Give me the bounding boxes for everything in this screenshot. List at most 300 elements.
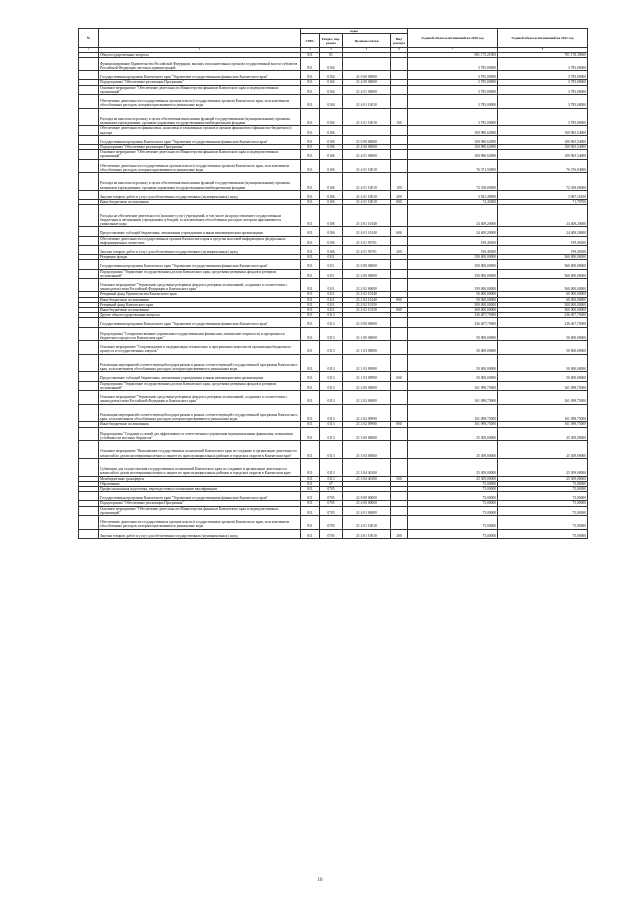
row-amount-2021-cell: 76 376,94000 (498, 159, 588, 173)
row-name-cell: Основное мероприятие "Управление средствами резервных фондов и резервом ассигнований, созданных в соответствии с законодательством Российской Федерации и Камчатского края" (99, 278, 301, 292)
row-name-cell: Подпрограмма "Обеспечение реализации Программы" (99, 80, 301, 85)
row-target-article-cell: 21 2 02 00000 (343, 278, 391, 292)
row-amount-2020-cell: 50 000,00000 (408, 327, 498, 341)
row-number-cell (79, 372, 99, 381)
index-cell: 8 (498, 48, 588, 53)
row-expense-type-cell (391, 135, 408, 144)
row-section-cell: 0104 (320, 80, 343, 85)
row-grbs-cell: 811 (301, 159, 320, 173)
row-expense-type-cell (391, 236, 408, 245)
table-row (79, 391, 588, 405)
row-number-cell (79, 341, 99, 355)
row-target-article-cell: 21 2 02 10150 (343, 302, 391, 307)
row-grbs-cell: 811 (301, 341, 320, 355)
row-name-cell: Закупка товаров, работ и услуг для обеспечения государственных (муниципальных) нужд (99, 190, 301, 199)
row-amount-2020-cell: 75,00000 (408, 481, 498, 486)
row-name-cell: Обеспечение деятельности государственных органов власти (государственных органов) Камчатского края, за исключением обособленных расходов, которым присваиваются уникальные коды (99, 95, 301, 109)
row-grbs-cell: 811 (301, 308, 320, 313)
row-expense-type-cell (391, 391, 408, 405)
row-amount-2021-cell: 3 785,00000 (498, 108, 588, 126)
row-section-cell: 0106 (320, 205, 343, 227)
row-target-article-cell: 21 1 03 09990 (343, 372, 391, 381)
table-row (79, 260, 588, 269)
row-amount-2020-cell: 50 000,00000 (408, 354, 498, 372)
row-target-article-cell: 21 4 01 10010 (343, 173, 391, 191)
row-amount-2020-cell: 75,00000 (408, 516, 498, 530)
row-target-article-cell: 21 0 00 00000 (343, 492, 391, 501)
row-expense-type-cell (391, 381, 408, 390)
row-target-article-cell: 21 2 02 10140 (343, 297, 391, 302)
row-section-cell: 0113 (320, 391, 343, 405)
row-amount-2020-cell: 100 980,62900 (408, 144, 498, 149)
row-amount-2020-cell: 161 098,75000 (408, 381, 498, 390)
row-section-cell: 0106 (320, 159, 343, 173)
row-name-cell: Государственная программа Камчатского края "Управление государственными финансами Камчатского края" (99, 135, 301, 144)
row-amount-2020-cell: 161 098,75000 (408, 391, 498, 405)
row-amount-2021-cell: 161 098,75000 (498, 381, 588, 390)
row-target-article-cell: 21 2 02 10140 (343, 292, 391, 297)
row-target-article-cell: 21 4 01 93701 (343, 236, 391, 245)
row-target-article-cell: 21 4 01 10010 (343, 200, 391, 205)
row-name-cell: Государственная программа Камчатского края "Управление государственными финансами Камчатского края" (99, 71, 301, 80)
row-expense-type-cell (391, 458, 408, 476)
row-grbs-cell: 811 (301, 481, 320, 486)
row-section-cell: 0106 (320, 126, 343, 135)
table-row (79, 159, 588, 173)
row-target-article-cell: 21 0 00 00000 (343, 260, 391, 269)
row-amount-2020-cell: 25 309,00000 (408, 458, 498, 476)
table-row (79, 205, 588, 227)
table-row (79, 381, 588, 390)
row-target-article-cell: 21 1 00 00000 (343, 327, 391, 341)
row-grbs-cell: 811 (301, 297, 320, 302)
row-section-cell: 07 (320, 481, 343, 486)
row-grbs-cell: 811 (301, 126, 320, 135)
row-section-cell: 0111 (320, 308, 343, 313)
row-section-cell: 0106 (320, 173, 343, 191)
row-amount-2021-cell: 75,00000 (498, 492, 588, 501)
table-row (79, 278, 588, 292)
row-target-article-cell: 21 3 00 00000 (343, 427, 391, 441)
row-target-article-cell: 21 4 01 10010 (343, 516, 391, 530)
row-amount-2021-cell: 75,00000 (498, 487, 588, 492)
row-section-cell: 0104 (320, 57, 343, 71)
row-amount-2020-cell: 50 000,00000 (408, 341, 498, 355)
row-amount-2021-cell: 360 000,00000 (498, 278, 588, 292)
row-grbs-cell: 811 (301, 391, 320, 405)
table-row (79, 506, 588, 515)
row-name-cell: Подпрограмма "Обеспечение реализации Программы" (99, 144, 301, 149)
row-number-cell (79, 126, 99, 135)
row-expense-type-cell (391, 404, 408, 422)
row-grbs-cell: 811 (301, 205, 320, 227)
row-amount-2021-cell: 236 407,75000 (498, 318, 588, 327)
row-amount-2021-cell: 25 309,00000 (498, 427, 588, 441)
row-section-cell: 0113 (320, 441, 343, 459)
row-amount-2020-cell: 3 785,00000 (408, 71, 498, 80)
row-number-cell (79, 391, 99, 405)
row-grbs-cell: 811 (301, 487, 320, 492)
row-expense-type-cell (391, 427, 408, 441)
table-row (79, 71, 588, 80)
row-amount-2021-cell: 60 000,00000 (498, 292, 588, 297)
index-cell: 4 (320, 48, 343, 53)
row-amount-2021-cell: 75,00000 (498, 529, 588, 538)
row-amount-2020-cell: 3 941,49900 (408, 190, 498, 199)
row-section-cell: 0111 (320, 292, 343, 297)
row-target-article-cell: 21 2 02 10150 (343, 308, 391, 313)
row-amount-2020-cell: 691 175,21900 (408, 52, 498, 57)
row-section-cell: 0113 (320, 341, 343, 355)
row-amount-2021-cell: 71,78700 (498, 200, 588, 205)
table-row (79, 441, 588, 459)
table-row (79, 269, 588, 278)
row-amount-2020-cell: 75,00000 (408, 529, 498, 538)
row-amount-2021-cell: 50 000,00000 (498, 327, 588, 341)
row-target-article-cell: 21 3 04 40100 (343, 458, 391, 476)
row-expense-type-cell (391, 441, 408, 459)
row-section-cell: 01 (320, 52, 343, 57)
table-row (79, 85, 588, 94)
row-expense-type-cell (391, 506, 408, 515)
row-number-cell (79, 506, 99, 515)
row-amount-2020-cell: 350 000,00000 (408, 278, 498, 292)
row-name-cell: Иные бюджетные ассигнования (99, 297, 301, 302)
row-section-cell: 0705 (320, 516, 343, 530)
row-expense-type-cell: 800 (391, 200, 408, 205)
index-cell: 5 (343, 48, 391, 53)
table-row (79, 354, 588, 372)
row-section-cell: 0113 (320, 381, 343, 390)
row-number-cell (79, 245, 99, 254)
row-grbs-cell: 811 (301, 85, 320, 94)
row-amount-2020-cell: 100 980,62900 (408, 135, 498, 144)
row-section-cell: 0104 (320, 85, 343, 94)
row-name-cell: Подпрограмма "Создание условий для эффективного и ответственного управления муниципальными финансами, повышения устойчивости местных бюджетов" (99, 427, 301, 441)
row-target-article-cell: 21 3 04 40100 (343, 476, 391, 481)
row-amount-2021-cell: 236 407,75000 (498, 313, 588, 318)
row-name-cell: Расходы на выплаты персоналу в целях обеспечения выполнения функций государственными (муниципальными) органами, казенными учреждениями, органами управления государственными внебюджетными фондами (99, 173, 301, 191)
row-name-cell: Государственная программа Камчатского края "Управление государственными финансами Камчатского края" (99, 318, 301, 327)
row-amount-2020-cell: 161 098,75000 (408, 404, 498, 422)
row-section-cell: 0106 (320, 236, 343, 245)
row-amount-2021-cell: 3 785,00000 (498, 85, 588, 94)
table-row (79, 190, 588, 199)
row-section-cell: 0705 (320, 492, 343, 501)
row-section-cell: 0705 (320, 487, 343, 492)
row-name-cell: Основное мероприятие "Обеспечение деятельности Министерства финансов Камчатского края и подведомственных организаций" (99, 85, 301, 94)
row-target-article-cell: 21 4 01 10010 (343, 108, 391, 126)
row-target-article-cell: 21 2 02 09990 (343, 404, 391, 422)
table-row (79, 173, 588, 191)
row-section-cell: 0113 (320, 422, 343, 427)
row-expense-type-cell (391, 492, 408, 501)
header-codes: коды (301, 29, 408, 34)
index-cell: 2 (99, 48, 301, 53)
row-target-article-cell: 21 0 00 00000 (343, 318, 391, 327)
row-expense-type-cell: 200 (391, 245, 408, 254)
row-amount-2021-cell: 24 409,20000 (498, 227, 588, 236)
row-amount-2021-cell: 100 965,54000 (498, 144, 588, 149)
row-name-cell: Образование (99, 481, 301, 486)
row-amount-2021-cell: 50 000,00000 (498, 354, 588, 372)
row-number-cell (79, 71, 99, 80)
row-section-cell: 0111 (320, 278, 343, 292)
row-grbs-cell: 811 (301, 381, 320, 390)
row-number-cell (79, 516, 99, 530)
row-amount-2020-cell: 25 309,00000 (408, 427, 498, 441)
row-grbs-cell: 811 (301, 327, 320, 341)
row-amount-2020-cell: 72,43000 (408, 200, 498, 205)
index-cell: 6 (391, 48, 408, 53)
row-grbs-cell: 811 (301, 441, 320, 459)
row-target-article-cell: 21 3 04 00000 (343, 441, 391, 459)
row-section-cell: 0113 (320, 318, 343, 327)
row-grbs-cell: 811 (301, 236, 320, 245)
row-section-cell: 0113 (320, 372, 343, 381)
row-name-cell: Обеспечение деятельности государственных органов Камчатского края и средства массовой информации и федеральных информационных агентствах (99, 236, 301, 245)
row-number-cell (79, 108, 99, 126)
row-number-cell (79, 227, 99, 236)
table-row (79, 327, 588, 341)
row-grbs-cell: 811 (301, 313, 320, 318)
row-amount-2021-cell: 3 785,00000 (498, 57, 588, 71)
row-name-cell: Расходы на выплаты персоналу в целях обеспечения выполнения функций государственными (муниципальными) органами, казенными учреждениями, органами управления государственными внебюджетными фондами (99, 108, 301, 126)
row-number-cell (79, 278, 99, 292)
row-amount-2021-cell: 360 000,00000 (498, 255, 588, 260)
row-expense-type-cell (391, 516, 408, 530)
table-row (79, 404, 588, 422)
row-number-cell (79, 190, 99, 199)
row-number-cell (79, 404, 99, 422)
index-cell: 3 (301, 48, 320, 53)
row-section-cell: 0106 (320, 150, 343, 159)
row-amount-2021-cell: 3 967,16100 (498, 190, 588, 199)
row-name-cell: Профессиональная подготовка, переподготовка и повышение квалификации (99, 487, 301, 492)
row-name-cell: Закупка товаров, работ и услуг для обеспечения государственных (муниципальных) нужд (99, 245, 301, 254)
table-row (79, 236, 588, 245)
row-number-cell (79, 441, 99, 459)
row-target-article-cell: 21 4 00 00000 (343, 501, 391, 506)
row-section-cell: 0104 (320, 108, 343, 126)
row-name-cell: Межбюджетные трансферты (99, 476, 301, 481)
row-amount-2020-cell: 300 000,00000 (408, 308, 498, 313)
row-grbs-cell: 811 (301, 476, 320, 481)
row-target-article-cell: 21 4 01 93701 (343, 245, 391, 254)
row-amount-2020-cell: 24 409,20000 (408, 205, 498, 227)
row-grbs-cell: 811 (301, 200, 320, 205)
row-name-cell: Субвенции для осуществления государственных полномочий Камчатского края по созданию и организации деятельности комиссий по делам несовершеннолетних и защите их прав муниципальных районов и городских округов в Камчатском крае (99, 458, 301, 476)
row-name-cell: Функционирование Правительства Российской Федерации, высших исполнительных органов государственной власти субъектов Российской Федерации, местных администраций (99, 57, 301, 71)
row-section-cell: 0113 (320, 458, 343, 476)
row-name-cell: Общегосударственные вопросы (99, 52, 301, 57)
row-amount-2021-cell: 24 409,20000 (498, 205, 588, 227)
row-amount-2021-cell: 25 309,00000 (498, 441, 588, 459)
row-grbs-cell: 811 (301, 269, 320, 278)
table-row (79, 95, 588, 109)
row-amount-2021-cell: 100 965,54000 (498, 150, 588, 159)
row-amount-2020-cell: 300 000,00000 (408, 302, 498, 307)
row-expense-type-cell (391, 71, 408, 80)
row-amount-2020-cell: 100 980,62900 (408, 150, 498, 159)
row-target-article-cell: 21 4 00 00000 (343, 80, 391, 85)
row-amount-2020-cell: 350 000,00000 (408, 260, 498, 269)
row-number-cell (79, 150, 99, 159)
table-row (79, 458, 588, 476)
table-row (79, 245, 588, 254)
row-number-cell (79, 354, 99, 372)
row-number-cell (79, 427, 99, 441)
row-section-cell: 0111 (320, 302, 343, 307)
row-expense-type-cell (391, 57, 408, 71)
header-year-2020: Годовой объем ассигнований на 2020 год (408, 29, 498, 48)
row-section-cell: 0111 (320, 260, 343, 269)
row-section-cell: 0705 (320, 506, 343, 515)
row-expense-type-cell: 600 (391, 227, 408, 236)
row-expense-type-cell (391, 95, 408, 109)
row-expense-type-cell: 800 (391, 422, 408, 427)
row-number-cell (79, 327, 99, 341)
row-amount-2020-cell: 50 000,00000 (408, 292, 498, 297)
row-target-article-cell: 21 0 00 00000 (343, 71, 391, 80)
row-amount-2021-cell: 50 000,00000 (498, 341, 588, 355)
row-amount-2020-cell: 3 785,00000 (408, 85, 498, 94)
row-expense-type-cell (391, 205, 408, 227)
row-name-cell: Закупка товаров, работ и услуг для обеспечения государственных (муниципальных) нужд (99, 529, 301, 538)
row-expense-type-cell (391, 260, 408, 269)
row-target-article-cell: 21 4 00 00000 (343, 144, 391, 149)
row-expense-type-cell (391, 85, 408, 94)
row-amount-2021-cell: 3 785,00000 (498, 95, 588, 109)
row-grbs-cell: 811 (301, 245, 320, 254)
row-section-cell: 0104 (320, 95, 343, 109)
row-grbs-cell: 811 (301, 516, 320, 530)
row-number-cell (79, 85, 99, 94)
row-target-article-cell: 21 2 00 00000 (343, 381, 391, 390)
row-amount-2020-cell: 76 371,92900 (408, 159, 498, 173)
row-amount-2021-cell: 199,49200 (498, 245, 588, 254)
row-grbs-cell: 811 (301, 506, 320, 515)
row-name-cell: Обеспечение деятельности государственных органов власти (государственных органов) Камчатского края, за исключением обособленных расходов, которым присваиваются уникальные коды (99, 516, 301, 530)
row-name-cell: Подпрограмма "Совершенствование управления государственными финансами, повышение открытости и прозрачности бюджетного процесса в Камчатском крае" (99, 327, 301, 341)
row-name-cell: Обеспечение деятельности государственных органов власти (государственных органов) Камчатского края, за исключением обособленных расходов, которым присваиваются уникальные коды (99, 159, 301, 173)
row-grbs-cell: 811 (301, 529, 320, 538)
row-section-cell: 0111 (320, 255, 343, 260)
row-amount-2021-cell: 75,00000 (498, 516, 588, 530)
row-name-cell: Расходы на обеспечение деятельности (оказание услуг) учреждений, в том числе на предоставление государственным бюджетным и автономным учреждениям субсидий, за исключением обособленных расходов, которым присваиваются уникальные коды (99, 205, 301, 227)
row-amount-2020-cell: 161 098,75000 (408, 422, 498, 427)
row-expense-type-cell (391, 327, 408, 341)
row-amount-2020-cell: 25 309,00000 (408, 476, 498, 481)
row-grbs-cell: 811 (301, 422, 320, 427)
table-header (79, 29, 588, 53)
row-number-cell (79, 269, 99, 278)
row-amount-2021-cell: 161 098,75000 (498, 404, 588, 422)
row-amount-2021-cell: 75,00000 (498, 506, 588, 515)
row-section-cell: 0106 (320, 190, 343, 199)
row-name-cell: Государственная программа Камчатского края "Управление государственными финансами Камчатского края" (99, 492, 301, 501)
row-number-cell (79, 260, 99, 269)
row-number-cell (79, 318, 99, 327)
row-target-article-cell: 21 4 01 00000 (343, 85, 391, 94)
row-number-cell (79, 205, 99, 227)
row-amount-2021-cell: 3 785,00000 (498, 71, 588, 80)
row-number-cell (79, 529, 99, 538)
header-target-article: Целевая статья (343, 34, 391, 48)
row-expense-type-cell: 600 (391, 372, 408, 381)
row-amount-2020-cell: 24 409,20000 (408, 227, 498, 236)
row-name-cell: Реализация мероприятий соответствующей подпрограммы в рамках соответствующей государственной программы Камчатского края, за исключением обособленных расходов, которым присваиваются уникальные коды (99, 354, 301, 372)
row-grbs-cell: 811 (301, 492, 320, 501)
table-row (79, 341, 588, 355)
row-grbs-cell: 811 (301, 458, 320, 476)
row-section-cell: 0106 (320, 144, 343, 149)
row-amount-2021-cell: 161 098,75000 (498, 422, 588, 427)
row-section-cell: 0106 (320, 135, 343, 144)
row-number-cell (79, 236, 99, 245)
table-row (79, 372, 588, 381)
table-row (79, 150, 588, 159)
row-amount-2021-cell: 701 178,39000 (498, 52, 588, 57)
row-expense-type-cell (391, 341, 408, 355)
row-target-article-cell: 21 4 01 10010 (343, 529, 391, 538)
row-section-cell: 0113 (320, 476, 343, 481)
row-target-article-cell: 21 4 01 10140 (343, 205, 391, 227)
page-number: 10 (317, 878, 323, 883)
row-expense-type-cell (391, 269, 408, 278)
row-grbs-cell: 811 (301, 150, 320, 159)
row-amount-2020-cell: 3 785,00000 (408, 57, 498, 71)
row-amount-2021-cell: 100 965,54000 (498, 135, 588, 144)
row-name-cell: Иные бюджетные ассигнования (99, 308, 301, 313)
row-amount-2020-cell: 75,00000 (408, 506, 498, 515)
row-grbs-cell: 811 (301, 372, 320, 381)
row-amount-2021-cell: 360 000,00000 (498, 260, 588, 269)
row-grbs-cell: 811 (301, 404, 320, 422)
header-section: Раздел, под-раздел (320, 34, 343, 48)
row-amount-2020-cell: 50 000,00000 (408, 297, 498, 302)
row-grbs-cell: 811 (301, 108, 320, 126)
index-cell: 1 (79, 48, 99, 53)
row-expense-type-cell (391, 278, 408, 292)
row-section-cell: 0113 (320, 427, 343, 441)
row-target-article-cell: 21 4 01 00000 (343, 506, 391, 515)
row-target-article-cell: 21 2 02 00000 (343, 391, 391, 405)
row-grbs-cell: 811 (301, 135, 320, 144)
row-target-article-cell: 21 1 03 09990 (343, 354, 391, 372)
row-name-cell: Предоставление субсидий бюджетным, автономным учреждениям и иным некоммерческим организациям (99, 372, 301, 381)
row-section-cell: 0104 (320, 71, 343, 80)
row-section-cell: 0111 (320, 269, 343, 278)
row-target-article-cell: 21 2 00 00000 (343, 269, 391, 278)
row-number-cell (79, 173, 99, 191)
row-target-article-cell (343, 126, 391, 135)
row-section-cell: 0113 (320, 354, 343, 372)
row-grbs-cell: 811 (301, 354, 320, 372)
table-row (79, 108, 588, 126)
row-section-cell: 0106 (320, 200, 343, 205)
row-grbs-cell: 811 (301, 57, 320, 71)
row-name-cell: Основное мероприятие "Управление средствами резервных фондов и резервом ассигнований, созданных в соответствии с законодательством Российской Федерации и Камчатского края" (99, 391, 301, 405)
row-section-cell: 0113 (320, 327, 343, 341)
row-grbs-cell: 811 (301, 292, 320, 297)
header-number: № (79, 29, 99, 48)
row-amount-2020-cell: 350 000,00000 (408, 269, 498, 278)
row-name-cell: Предоставление субсидий бюджетным, автономным учреждениям и иным некоммерческим организациям (99, 227, 301, 236)
row-amount-2021-cell: 50 000,00000 (498, 372, 588, 381)
row-target-article-cell: 21 4 01 10140 (343, 227, 391, 236)
row-grbs-cell: 811 (301, 255, 320, 260)
